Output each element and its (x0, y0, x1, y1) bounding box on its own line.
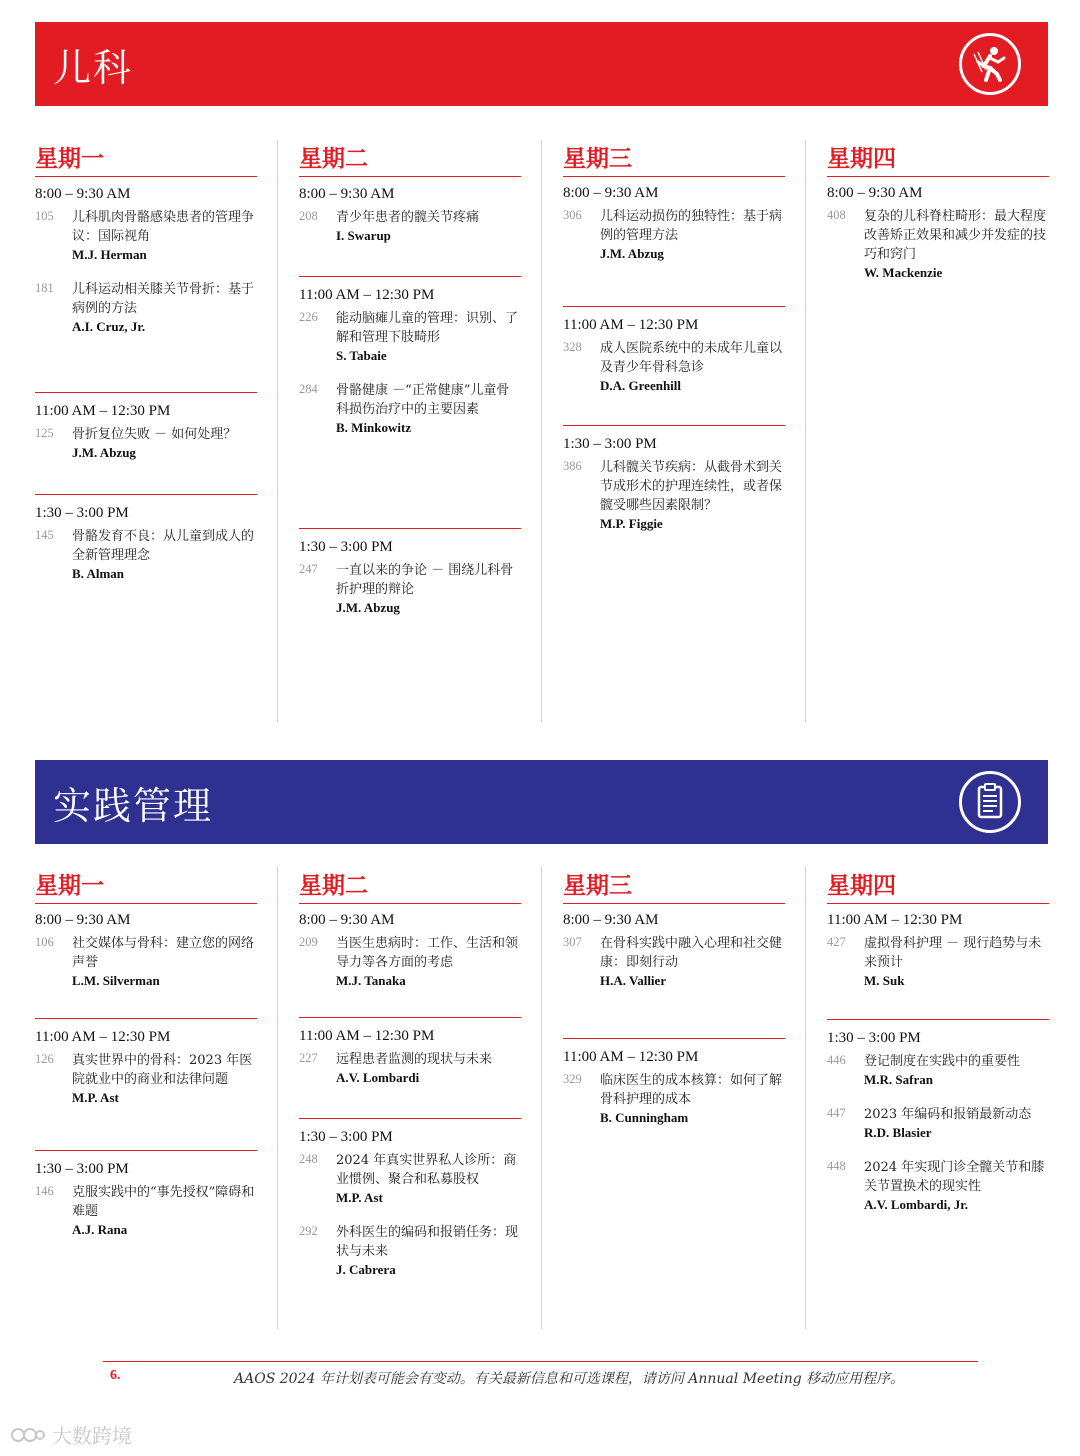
session-number: 209 (299, 935, 318, 949)
session-item[interactable] (299, 1151, 521, 1206)
session-title: 远程患者监测的现状与未来 (336, 1052, 493, 1067)
session-title: 2024 年真实世界私人诊所：商业惯例、聚合和私募股权 (336, 1153, 517, 1187)
session-speaker: J.M. Abzug (600, 246, 664, 261)
session-title: 骨骼健康 －“正常健康”儿童骨科损伤治疗中的主要因素 (336, 383, 510, 417)
session-number: 125 (35, 426, 54, 440)
day-column-tuesday (299, 140, 521, 615)
session-number: 247 (299, 562, 318, 576)
time-slot (563, 185, 785, 279)
session-item[interactable] (827, 1158, 1049, 1213)
session-item[interactable] (563, 207, 785, 262)
slot-time: 1:30 – 3:00 PM (563, 436, 657, 452)
session-title: 复杂的儿科脊柱畸形：最大程度改善矫正效果和减少并发症的技巧和窍门 (864, 209, 1047, 262)
slot-time: 1:30 – 3:00 PM (299, 1129, 393, 1145)
time-slot (299, 912, 521, 1006)
session-speaker: I. Swarup (336, 228, 391, 243)
slot-time: 8:00 – 9:30 AM (563, 185, 659, 201)
session-item[interactable] (563, 1071, 785, 1126)
session-number: 292 (299, 1224, 318, 1238)
slot-time: 8:00 – 9:30 AM (563, 912, 659, 928)
session-speaker: L.M. Silverman (72, 973, 160, 988)
session-speaker: D.A. Greenhill (600, 378, 682, 393)
time-slot (827, 1019, 1049, 1230)
session-title: 能动脑瘫儿童的管理：识别、了解和管理下肢畸形 (336, 311, 519, 345)
page-number: 6. (110, 1368, 121, 1383)
day-header: 星期二 (299, 140, 521, 177)
session-title: 登记制度在实践中的重要性 (864, 1054, 1021, 1069)
session-title: 临床医生的成本核算：如何了解骨科护理的成本 (600, 1073, 783, 1107)
session-speaker: M.J. Tanaka (336, 973, 406, 988)
session-title: 儿科肌肉骨骼感染患者的管理争议：国际视角 (72, 210, 255, 244)
footer-note: AAOS 2024 年计划表可能会有变动。有关最新信息和可选课程，请访问 Annual Meeting 移动应用程序。 (234, 1371, 905, 1387)
section-pediatrics (0, 140, 1080, 725)
session-speaker: M.P. Figgie (600, 516, 663, 531)
running-child-icon (959, 33, 1021, 95)
session-number: 227 (299, 1051, 318, 1065)
slot-time: 8:00 – 9:30 AM (299, 186, 395, 202)
day-column-monday (35, 867, 257, 1237)
session-item[interactable] (35, 527, 257, 582)
session-title: 骨折复位失败 － 如何处理？ (72, 427, 237, 442)
slot-time: 1:30 – 3:00 PM (35, 1161, 129, 1177)
session-title: 青少年患者的髋关节疼痛 (336, 210, 480, 225)
day-column-monday (35, 140, 257, 581)
session-title: 一直以来的争论 － 围绕儿科骨折护理的辩论 (336, 563, 514, 597)
session-speaker: B. Cunningham (600, 1110, 689, 1125)
session-item[interactable] (299, 1050, 521, 1086)
footer-divider (103, 1361, 978, 1362)
session-speaker: M.P. Ast (336, 1190, 383, 1205)
session-title: 外科医生的编码和报销任务：现状与未来 (336, 1225, 519, 1259)
session-number: 181 (35, 281, 54, 295)
slot-time: 11:00 AM – 12:30 PM (563, 317, 699, 333)
slot-time: 8:00 – 9:30 AM (827, 185, 923, 201)
slot-time: 11:00 AM – 12:30 PM (35, 403, 171, 419)
time-slot (563, 306, 785, 411)
day-column-thursday (827, 867, 1049, 1212)
watermark-logo-icon (10, 1424, 46, 1446)
session-item[interactable] (299, 561, 521, 616)
slot-time: 1:30 – 3:00 PM (35, 505, 129, 521)
time-slot (35, 1150, 257, 1255)
session-speaker: H.A. Vallier (600, 973, 667, 988)
time-slot (563, 1038, 785, 1143)
session-item[interactable] (563, 458, 785, 532)
session-speaker: W. Mackenzie (864, 265, 943, 280)
session-number: 329 (563, 1072, 582, 1086)
day-column-tuesday (299, 867, 521, 1277)
section-title: 儿科 (53, 45, 134, 90)
session-number: 126 (35, 1052, 54, 1066)
session-title: 儿科髋关节疾病：从截骨术到关节成形术的护理连续性，或者保髋受哪些因素限制？ (600, 460, 783, 513)
time-slot (35, 1018, 257, 1123)
session-number: 408 (827, 208, 846, 222)
watermark (10, 1420, 132, 1449)
session-title: 2024 年实现门诊全髋关节和膝关节置换术的现实性 (864, 1160, 1045, 1194)
session-title: 儿科运动相关膝关节骨折：基于病例的方法 (72, 282, 255, 316)
session-number: 447 (827, 1106, 846, 1120)
session-speaker: B. Minkowitz (336, 420, 412, 435)
session-number: 284 (299, 382, 318, 396)
session-title: 克服实践中的“事先授权”障碍和难题 (72, 1185, 255, 1219)
slot-time: 11:00 AM – 12:30 PM (35, 1029, 171, 1045)
session-speaker: A.V. Lombardi, Jr. (864, 1197, 969, 1212)
session-speaker: M. Suk (864, 973, 905, 988)
session-number: 306 (563, 208, 582, 222)
session-title: 社交媒体与骨科：建立您的网络声誉 (72, 936, 255, 970)
session-item[interactable] (299, 309, 521, 364)
session-speaker: J. Cabrera (336, 1262, 396, 1277)
session-item[interactable] (299, 381, 521, 436)
session-number: 307 (563, 935, 582, 949)
session-speaker: A.J. Rana (72, 1222, 128, 1237)
session-item[interactable] (827, 1105, 1049, 1141)
time-slot (35, 494, 257, 599)
session-number: 208 (299, 209, 318, 223)
slot-time: 11:00 AM – 12:30 PM (563, 1049, 699, 1065)
session-speaker: R.D. Blasier (864, 1125, 932, 1140)
session-title: 在骨科实践中融入心理和社交健康：即刻行动 (600, 936, 783, 970)
slot-time: 8:00 – 9:30 AM (299, 912, 395, 928)
day-header: 星期二 (299, 867, 521, 904)
session-number: 427 (827, 935, 846, 949)
session-item[interactable] (35, 1183, 257, 1238)
slot-time: 1:30 – 3:00 PM (299, 539, 393, 555)
session-title: 骨骼发育不良：从儿童到成人的全新管理理念 (72, 529, 255, 563)
session-speaker: A.I. Cruz, Jr. (72, 319, 146, 334)
session-number: 146 (35, 1184, 54, 1198)
session-item[interactable] (35, 280, 257, 335)
session-speaker: S. Tabaie (336, 348, 387, 363)
session-item[interactable] (827, 207, 1049, 281)
session-title: 2023 年编码和报销最新动态 (864, 1107, 1032, 1122)
session-speaker: J.M. Abzug (72, 445, 136, 460)
session-number: 446 (827, 1053, 846, 1067)
slot-time: 11:00 AM – 12:30 PM (827, 912, 963, 928)
day-header: 星期四 (827, 867, 1049, 904)
session-title: 真实世界中的骨科：2023 年医院就业中的商业和法律问题 (72, 1053, 253, 1087)
slot-time: 1:30 – 3:00 PM (827, 1030, 921, 1046)
time-slot (563, 912, 785, 1006)
day-column-wednesday (563, 867, 785, 1125)
day-column-thursday (827, 140, 1049, 280)
day-header: 星期四 (827, 140, 1049, 177)
session-item[interactable] (35, 425, 257, 461)
section-title: 实践管理 (53, 783, 214, 828)
time-slot (299, 1118, 521, 1295)
session-item[interactable] (35, 934, 257, 989)
time-slot (827, 185, 1049, 298)
time-slot (827, 912, 1049, 1006)
session-number: 386 (563, 459, 582, 473)
session-title: 当医生患病时：工作、生活和领导力等各方面的考虑 (336, 936, 519, 970)
watermark-text: 大数跨境 (52, 1424, 132, 1448)
session-speaker: M.P. Ast (72, 1090, 119, 1105)
slot-time: 8:00 – 9:30 AM (35, 186, 131, 202)
session-item[interactable] (827, 1052, 1049, 1088)
session-number: 226 (299, 310, 318, 324)
session-speaker: M.J. Herman (72, 247, 147, 262)
session-number: 105 (35, 209, 54, 223)
session-speaker: M.R. Safran (864, 1072, 933, 1087)
session-title: 儿科运动损伤的独特性：基于病例的管理方法 (600, 209, 783, 243)
session-number: 448 (827, 1159, 846, 1173)
session-number: 145 (35, 528, 54, 542)
slot-time: 11:00 AM – 12:30 PM (299, 287, 435, 303)
slot-time: 8:00 – 9:30 AM (35, 912, 131, 928)
time-slot (35, 186, 257, 352)
time-slot (563, 425, 785, 549)
day-header: 星期一 (35, 140, 257, 177)
time-slot (299, 276, 521, 453)
time-slot (35, 392, 257, 478)
day-column-wednesday (563, 140, 785, 531)
session-item[interactable] (35, 1051, 257, 1106)
section-banner-practice-management (35, 760, 1048, 844)
slot-time: 11:00 AM – 12:30 PM (299, 1028, 435, 1044)
session-title: 虚拟骨科护理 － 现行趋势与未来预计 (864, 936, 1042, 970)
session-number: 328 (563, 340, 582, 354)
time-slot (299, 1017, 521, 1103)
section-banner-pediatrics (35, 22, 1048, 106)
session-item[interactable] (299, 1223, 521, 1278)
time-slot (299, 528, 521, 633)
session-number: 106 (35, 935, 54, 949)
session-item[interactable] (827, 934, 1049, 989)
session-speaker: B. Alman (72, 566, 125, 581)
session-item[interactable] (563, 934, 785, 989)
day-header: 星期一 (35, 867, 257, 904)
session-number: 248 (299, 1152, 318, 1166)
clipboard-icon (959, 771, 1021, 833)
session-item[interactable] (299, 208, 521, 244)
session-speaker: A.V. Lombardi (336, 1070, 420, 1085)
session-item[interactable] (35, 208, 257, 263)
time-slot (35, 912, 257, 1006)
session-speaker: J.M. Abzug (336, 600, 400, 615)
time-slot (299, 186, 521, 261)
session-title: 成人医院系统中的未成年儿童以及青少年骨科急诊 (600, 341, 783, 375)
session-item[interactable] (299, 934, 521, 989)
section-practice-management (0, 867, 1080, 1332)
day-header: 星期三 (563, 867, 785, 904)
day-header: 星期三 (563, 140, 785, 177)
session-item[interactable] (563, 339, 785, 394)
